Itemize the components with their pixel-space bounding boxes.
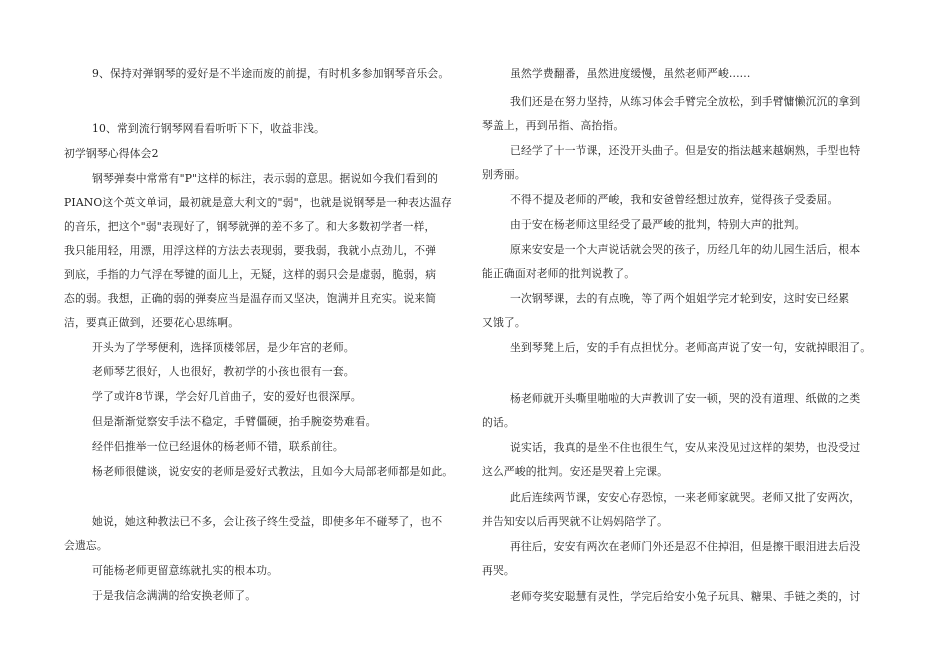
paragraph-line: 9、保持对弹钢琴的爱好是不半途而废的前提，有时机多参加钢琴音乐会。 xyxy=(92,67,450,80)
paragraph-line: 钢琴弹奏中常常有"P"这样的标注，表示弱的意思。据说如今我们看到的 xyxy=(92,172,439,185)
paragraph-line: 学了或许8节课，学会好几首曲子，安的爱好也很深厚。 xyxy=(92,390,362,403)
paragraph-line: 10、常到流行钢琴网看看听听下下，收益非浅。 xyxy=(92,122,325,135)
paragraph-line: 别秀丽。 xyxy=(482,168,526,181)
paragraph-line: 并告知安以后再哭就不让妈妈陪学了。 xyxy=(482,515,669,528)
right-column xyxy=(482,0,890,672)
paragraph-line: 到底，手指的力气浮在琴键的面儿上，无疑，这样的弱只会是虚弱，脆弱，病 xyxy=(64,268,437,281)
paragraph-line: 会遗忘。 xyxy=(64,539,108,552)
paragraph-line: 又饿了。 xyxy=(482,316,526,329)
paragraph-line: 态的弱。我想，正确的弱的弹奏应当是温存而又坚决，饱满并且充实。说来简 xyxy=(64,292,437,305)
paragraph-line: 已经学了十一节课，还没开头曲子。但是安的指法越来越娴熟，手型也特 xyxy=(510,144,861,157)
paragraph-line: PIANO这个英文单词，最初就是意大利文的"弱"，也就是说钢琴是一种表达温存 xyxy=(64,196,452,209)
paragraph-line: 老师琴艺很好，人也很好，教初学的小孩也很有一套。 xyxy=(92,365,355,378)
paragraph-line: 杨老师就开头嘶里啪啦的大声教训了安一顿，哭的没有道理、纸做的之类 xyxy=(510,392,861,405)
paragraph-line: 可能杨老师更留意练就扎实的根本功。 xyxy=(92,564,279,577)
paragraph-line: 由于安在杨老师这里经受了最严峻的批判，特别大声的批判。 xyxy=(510,218,806,231)
paragraph-line: 老师夸奖安聪慧有灵性，学完后给安小兔子玩具、糖果、手链之类的，讨 xyxy=(510,590,861,603)
paragraph-line: 琴盖上，再到吊指、高抬指。 xyxy=(482,119,625,132)
paragraph-line: 的音乐，把这个"弱"表现好了，钢琴就弹的差不多了。和大多数初学者一样， xyxy=(64,220,436,233)
left-column xyxy=(64,0,454,672)
paragraph-line: 不得不提及老师的严峻，我和安爸曾经想过放弃，觉得孩子受委屈。 xyxy=(510,193,839,206)
paragraph-line: 原来安安是一个大声说话就会哭的孩子，历经几年的幼儿园生活后，根本 xyxy=(510,243,861,256)
paragraph-line: 虽然学费翻番，虽然进度缓慢，虽然老师严峻...... xyxy=(510,67,751,80)
paragraph-line: 能正确面对老师的批判说教了。 xyxy=(482,267,636,280)
paragraph-line: 我只能用轻，用漂，用浮这样的方法去表现弱，要我弱，我就小点劲儿，不弹 xyxy=(64,244,437,257)
section-heading: 初学钢琴心得体会2 xyxy=(64,147,159,160)
paragraph-line: 说实话，我真的是坐不住也很生气，安从来没见过这样的架势，也没受过 xyxy=(510,441,861,454)
paragraph-line: 洁，要真正做到，还要花心思练啊。 xyxy=(64,316,240,329)
paragraph-line: 一次钢琴课，去的有点晚，等了两个姐姐学完才轮到安，这时安已经累 xyxy=(510,292,850,305)
paragraph-line: 此后连续两节课，安安心存恐惊，一来老师家就哭。老师又批了安两次， xyxy=(510,491,861,504)
paragraph-line: 于是我信念满满的给安换老师了。 xyxy=(92,589,257,602)
paragraph-line: 坐到琴凳上后，安的手有点担忧分。老师高声说了安一句，安就掉眼泪了。 xyxy=(510,341,872,354)
paragraph-line: 但是渐渐觉察安手法不稳定，手臂僵硬，抬手腕姿势难看。 xyxy=(92,415,377,428)
paragraph-line: 这么严峻的批判。安还是哭着上完课。 xyxy=(482,465,669,478)
paragraph-line: 我们还是在努力坚持，从练习体会手臂完全放松，到手臂慵懒沉沉的拿到 xyxy=(510,95,861,108)
paragraph-line: 经伴侣推举一位已经退休的杨老师不错，联系前往。 xyxy=(92,440,344,453)
paragraph-line: 开头为了学琴便利，选择顶楼邻居，是少年宫的老师。 xyxy=(92,341,355,354)
paragraph-line: 再哭。 xyxy=(482,564,515,577)
paragraph-line: 她说，她这种教法已不多，会让孩子终生受益，即使多年不碰琴了，也不 xyxy=(92,515,443,528)
paragraph-line: 的话。 xyxy=(482,416,515,429)
paragraph-line: 杨老师很健谈，说安安的老师是爱好式教法，且如今大局部老师都是如此。 xyxy=(92,465,454,478)
paragraph-line: 再往后，安安有两次在老师门外还是忍不住掉泪，但是擦干眼泪进去后没 xyxy=(510,540,861,553)
